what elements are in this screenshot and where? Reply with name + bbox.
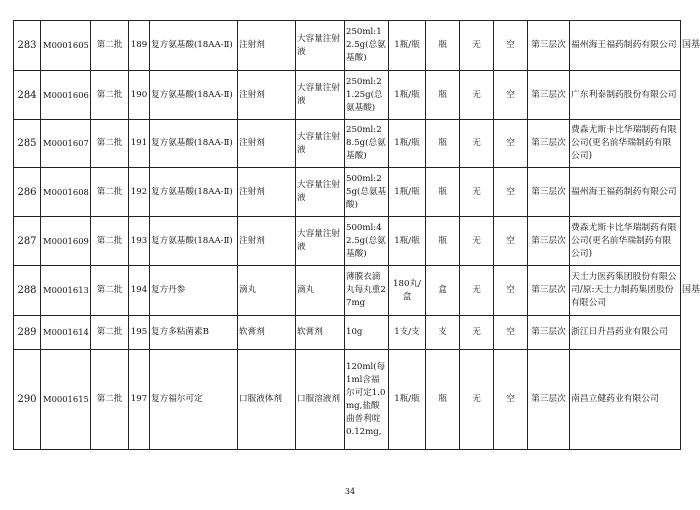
column-flag-2-cell: 空 [494, 71, 528, 120]
table-row [14, 350, 700, 450]
batch-cell: 第二批 [91, 71, 129, 120]
table-row [14, 217, 700, 266]
dosage-category-cell: 大容量注射液 [296, 21, 345, 71]
column-flag-1-cell: 无 [460, 217, 494, 266]
unit-cell: 瓶 [426, 21, 460, 71]
manufacturer-cell: 南昌立健药业有限公司 [570, 350, 681, 450]
note-cell [681, 71, 700, 120]
column-flag-2-cell: 空 [494, 168, 528, 217]
product-code-cell: M0001615 [41, 350, 91, 450]
drug-name-cell: 复方氨基酸(18AA-Ⅱ) [150, 71, 238, 120]
column-flag-1-cell: 无 [460, 120, 494, 168]
dosage-category-cell: 滴丸 [296, 266, 345, 316]
unit-cell: 瓶 [426, 217, 460, 266]
package-cell: 1瓶/瓶 [389, 168, 426, 217]
dosage-form-cell: 注射剂 [238, 120, 296, 168]
drug-name-cell: 复方多粘菌素B [150, 316, 238, 350]
unit-cell: 瓶 [426, 168, 460, 217]
row-index-cell: 283 [14, 21, 41, 71]
specification-cell: 薄膜衣滴丸每丸重27mg [345, 266, 389, 316]
dosage-form-cell: 滴丸 [238, 266, 296, 316]
drug-name-cell: 复方氨基酸(18AA-Ⅱ) [150, 168, 238, 217]
column-flag-2-cell: 空 [494, 21, 528, 71]
dosage-category-cell: 口服溶液剂 [296, 350, 345, 450]
manufacturer-cell: 浙江日升昌药业有限公司 [570, 316, 681, 350]
row-index-cell: 285 [14, 120, 41, 168]
note-cell [681, 217, 700, 266]
page-number: 34 [344, 487, 356, 496]
drug-name-cell: 复方氨基酸(18AA-Ⅱ) [150, 21, 238, 71]
package-cell: 180丸/盒 [389, 266, 426, 316]
drug-name-cell: 复方氨基酸(18AA-Ⅱ) [150, 217, 238, 266]
column-flag-2-cell: 空 [494, 316, 528, 350]
manufacturer-cell: 福州海王福药制药有限公司 [570, 168, 681, 217]
row-index-cell: 287 [14, 217, 41, 266]
dosage-category-cell: 大容量注射液 [296, 217, 345, 266]
column-flag-1-cell: 无 [460, 168, 494, 217]
table-row [14, 71, 700, 120]
package-cell: 1瓶/瓶 [389, 21, 426, 71]
tier-level-cell: 第三层次 [528, 217, 570, 266]
dosage-form-cell: 注射剂 [238, 168, 296, 217]
dosage-category-cell: 软膏剂 [296, 316, 345, 350]
dosage-category-cell: 大容量注射液 [296, 168, 345, 217]
batch-cell: 第二批 [91, 21, 129, 71]
note-cell [681, 350, 700, 450]
row-index-cell: 289 [14, 316, 41, 350]
product-code-cell: M0001614 [41, 316, 91, 350]
unit-cell: 盒 [426, 266, 460, 316]
dosage-form-cell: 注射剂 [238, 217, 296, 266]
column-flag-2-cell: 空 [494, 350, 528, 450]
specification-cell: 10g [345, 316, 389, 350]
serial-number-cell: 197 [129, 350, 150, 450]
tier-level-cell: 第三层次 [528, 71, 570, 120]
serial-number-cell: 194 [129, 266, 150, 316]
dosage-form-cell: 注射剂 [238, 71, 296, 120]
serial-number-cell: 193 [129, 217, 150, 266]
specification-cell: 500ml:25g(总氨基酸) [345, 168, 389, 217]
tier-level-cell: 第三层次 [528, 120, 570, 168]
serial-number-cell: 191 [129, 120, 150, 168]
batch-cell: 第二批 [91, 316, 129, 350]
dosage-form-cell: 口服液体剂 [238, 350, 296, 450]
package-cell: 1瓶/瓶 [389, 350, 426, 450]
drug-name-cell: 复方福尔可定 [150, 350, 238, 450]
specification-cell: 500ml:42.5g(总氨基酸) [345, 217, 389, 266]
note-cell [681, 168, 700, 217]
manufacturer-cell: 天士力医药集团股份有限公司/原:天士力制药集团股份有限公司 [570, 266, 681, 316]
tier-level-cell: 第三层次 [528, 168, 570, 217]
batch-cell: 第二批 [91, 217, 129, 266]
table-row [14, 21, 700, 71]
row-index-cell: 286 [14, 168, 41, 217]
row-index-cell: 284 [14, 71, 41, 120]
tier-level-cell: 第三层次 [528, 316, 570, 350]
row-index-cell: 290 [14, 350, 41, 450]
drug-name-cell: 复方丹参 [150, 266, 238, 316]
unit-cell: 瓶 [426, 120, 460, 168]
table-row [14, 266, 700, 316]
column-flag-1-cell: 无 [460, 21, 494, 71]
serial-number-cell: 195 [129, 316, 150, 350]
batch-cell: 第二批 [91, 120, 129, 168]
manufacturer-cell: 福州海王福药制药有限公司 [570, 21, 681, 71]
dosage-category-cell: 大容量注射液 [296, 120, 345, 168]
product-code-cell: M0001608 [41, 168, 91, 217]
column-flag-1-cell: 无 [460, 316, 494, 350]
dosage-form-cell: 注射剂 [238, 21, 296, 71]
package-cell: 1瓶/瓶 [389, 71, 426, 120]
column-flag-1-cell: 无 [460, 71, 494, 120]
table-row [14, 316, 700, 350]
specification-cell: 120ml(每1ml含福尔可定1.0mg,盐酸曲普利啶0.12mg, [345, 350, 389, 450]
specification-cell: 250ml:12.5g(总氨基酸) [345, 21, 389, 71]
serial-number-cell: 189 [129, 21, 150, 71]
unit-cell: 支 [426, 316, 460, 350]
table-row [14, 120, 700, 168]
package-cell: 1支/支 [389, 316, 426, 350]
note-cell: 国基 [681, 21, 700, 71]
manufacturer-cell: 费森尤斯卡比华瑞制药有限公司(更名前华瑞制药有限公司) [570, 120, 681, 168]
column-flag-2-cell: 空 [494, 120, 528, 168]
product-code-cell: M0001605 [41, 21, 91, 71]
product-code-cell: M0001607 [41, 120, 91, 168]
specification-cell: 250ml:28.5g(总氨基酸) [345, 120, 389, 168]
column-flag-2-cell: 空 [494, 217, 528, 266]
unit-cell: 瓶 [426, 71, 460, 120]
product-code-cell: M0001613 [41, 266, 91, 316]
package-cell: 1瓶/瓶 [389, 120, 426, 168]
specification-cell: 250ml:21.25g(总氨基酸) [345, 71, 389, 120]
column-flag-1-cell: 无 [460, 266, 494, 316]
batch-cell: 第二批 [91, 350, 129, 450]
note-cell [681, 120, 700, 168]
drug-catalog-table [13, 20, 700, 450]
batch-cell: 第二批 [91, 266, 129, 316]
column-flag-2-cell: 空 [494, 266, 528, 316]
note-cell: 国基 [681, 266, 700, 316]
dosage-form-cell: 软膏剂 [238, 316, 296, 350]
batch-cell: 第二批 [91, 168, 129, 217]
row-index-cell: 288 [14, 266, 41, 316]
tier-level-cell: 第三层次 [528, 266, 570, 316]
drug-name-cell: 复方氨基酸(18AA-Ⅱ) [150, 120, 238, 168]
note-cell [681, 316, 700, 350]
tier-level-cell: 第三层次 [528, 350, 570, 450]
dosage-category-cell: 大容量注射液 [296, 71, 345, 120]
table-row [14, 168, 700, 217]
unit-cell: 瓶 [426, 350, 460, 450]
manufacturer-cell: 广东利泰制药股份有限公司 [570, 71, 681, 120]
package-cell: 1瓶/瓶 [389, 217, 426, 266]
serial-number-cell: 192 [129, 168, 150, 217]
product-code-cell: M0001606 [41, 71, 91, 120]
manufacturer-cell: 费森尤斯卡比华瑞制药有限公司(更名前华瑞制药有限公司) [570, 217, 681, 266]
column-flag-1-cell: 无 [460, 350, 494, 450]
product-code-cell: M0001609 [41, 217, 91, 266]
tier-level-cell: 第三层次 [528, 21, 570, 71]
serial-number-cell: 190 [129, 71, 150, 120]
